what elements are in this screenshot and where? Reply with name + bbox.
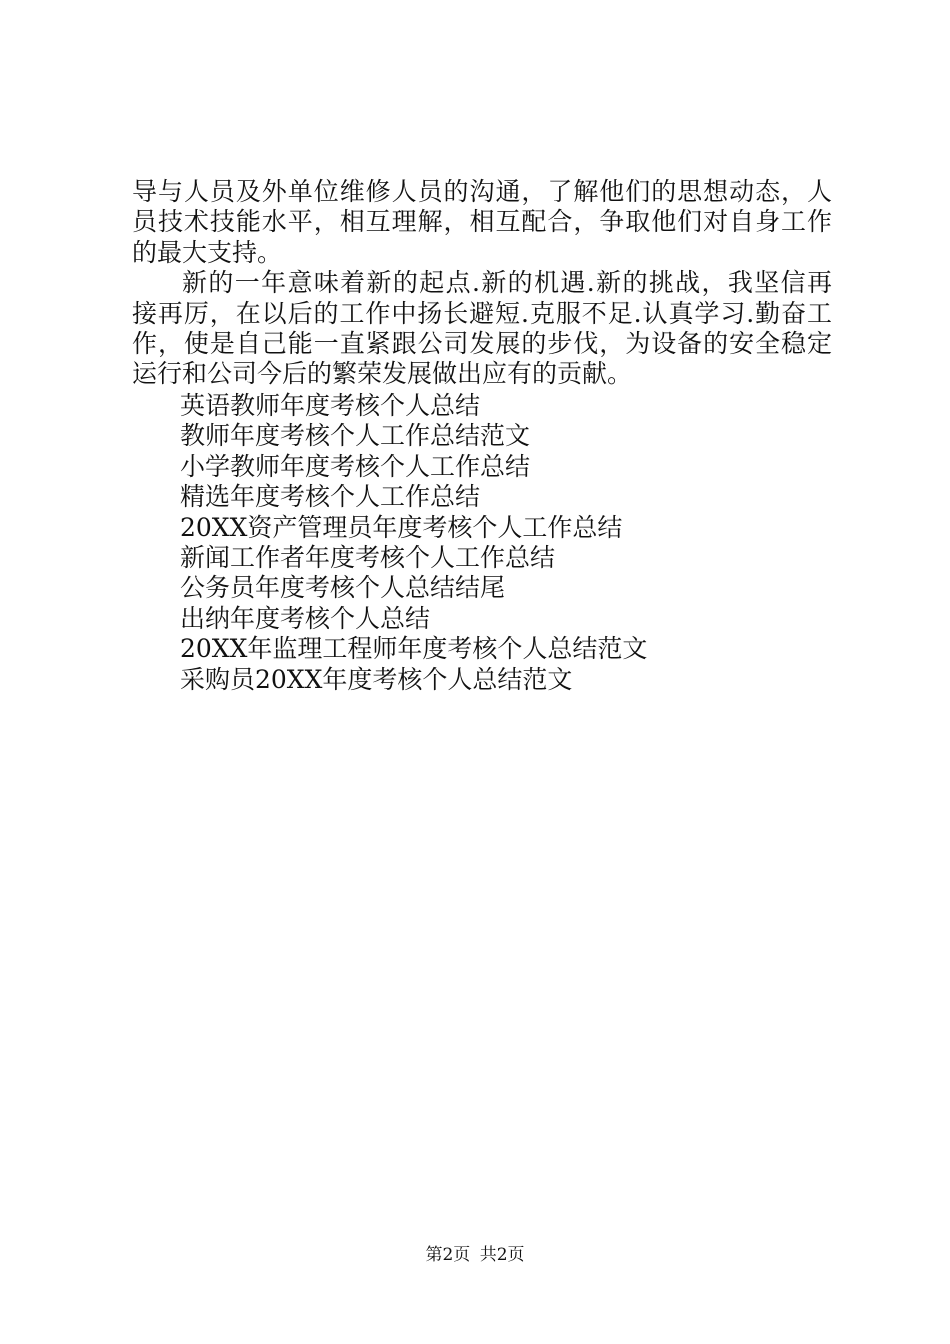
related-article-link[interactable]: 小学教师年度考核个人工作总结 [180, 451, 531, 481]
page-total: 共2页 [479, 1245, 525, 1265]
related-article-link[interactable]: 采购员20XX年度考核个人总结范文 [180, 664, 573, 694]
related-article-link[interactable]: 公务员年度考核个人总结结尾 [180, 573, 506, 603]
paragraph-2-line: 接再厉，在以后的工作中扬长避短.克服不足.认真学习.勤奋工 [132, 298, 832, 328]
paragraph-1-line: 导与人员及外单位维修人员的沟通，了解他们的思想动态，人 [132, 177, 832, 206]
page-footer [0, 1244, 950, 1266]
related-article-link[interactable]: 出纳年度考核个人总结 [180, 603, 431, 633]
related-article-link[interactable]: 20XX资产管理员年度考核个人工作总结 [180, 512, 623, 542]
related-article-link[interactable]: 精选年度考核个人工作总结 [180, 482, 481, 512]
page-number: 第2页 [425, 1245, 471, 1265]
related-article-link[interactable]: 英语教师年度考核个人总结 [180, 391, 481, 420]
related-article-link[interactable]: 教师年度考核个人工作总结范文 [180, 421, 531, 451]
paragraph-2-line: 作，使是自己能一直紧跟公司发展的步伐，为设备的安全稳定 [132, 328, 832, 358]
body-text [132, 177, 832, 390]
related-articles-list [180, 391, 820, 695]
related-article-link[interactable]: 新闻工作者年度考核个人工作总结 [180, 542, 556, 572]
paragraph-1-line: 员技术技能水平，相互理解，相互配合，争取他们对自身工作 [132, 207, 832, 237]
paragraph-2-line: 运行和公司今后的繁荣发展做出应有的贡献。 [132, 359, 633, 389]
related-article-link[interactable]: 20XX年监理工程师年度考核个人总结范文 [180, 634, 648, 664]
paragraph-2-line: 新的一年意味着新的起点.新的机遇.新的挑战，我坚信再 [182, 268, 832, 298]
paragraph-1-line: 的最大支持。 [132, 237, 283, 267]
